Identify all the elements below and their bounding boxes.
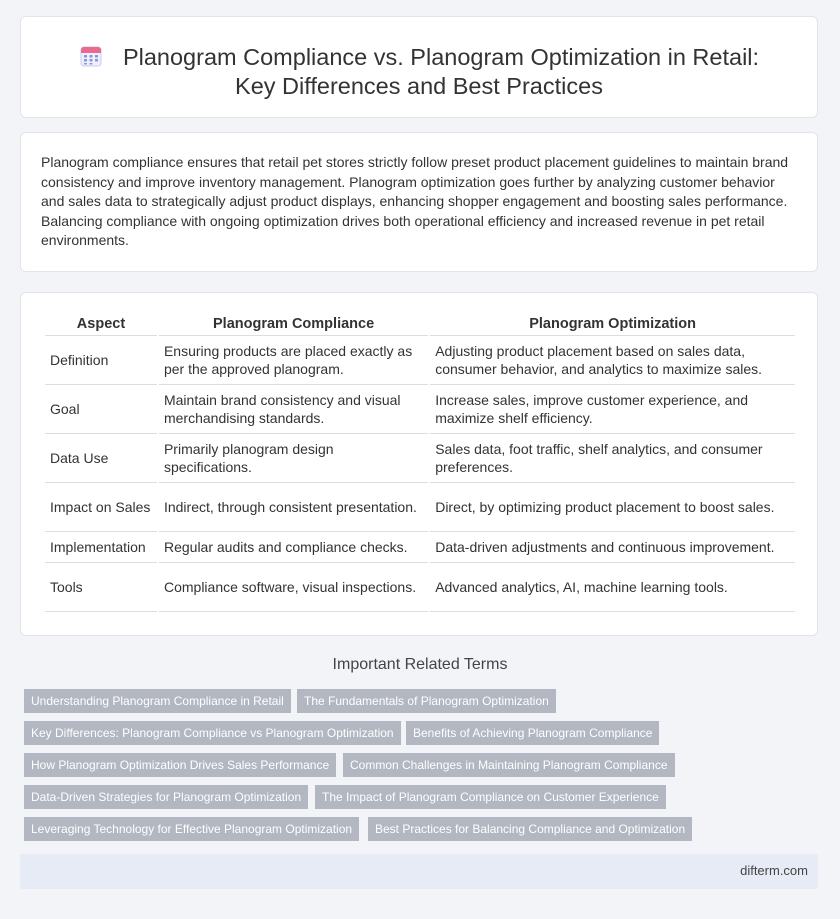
related-tag[interactable]: Leveraging Technology for Effective Planogram Optimization — [24, 817, 359, 841]
cell-compliance: Indirect, through consistent presentation. — [159, 483, 428, 532]
table-row — [45, 336, 795, 385]
cell-optimization: Data-driven adjustments and continuous improvement. — [430, 532, 795, 563]
related-tag[interactable]: How Planogram Optimization Drives Sales Performance — [24, 753, 336, 777]
cell-compliance: Compliance software, visual inspections. — [159, 563, 428, 612]
cell-optimization: Advanced analytics, AI, machine learning tools. — [430, 563, 795, 612]
header-card — [20, 16, 818, 118]
cell-aspect: Impact on Sales — [45, 483, 157, 532]
cell-compliance: Ensuring products are placed exactly as per the approved planogram. — [159, 336, 428, 385]
related-tag[interactable]: Understanding Planogram Compliance in Retail — [24, 689, 291, 713]
calendar-icon — [79, 44, 103, 68]
related-tag[interactable]: Key Differences: Planogram Compliance vs Planogram Optimization — [24, 721, 401, 745]
table-row — [45, 483, 795, 532]
intro-card — [20, 132, 818, 272]
footer-bar — [20, 854, 818, 889]
related-tag[interactable]: Data-Driven Strategies for Planogram Optimization — [24, 785, 308, 809]
header-optimization: Planogram Optimization — [430, 313, 795, 336]
cell-optimization: Sales data, foot traffic, shelf analytics, and consumer preferences. — [430, 434, 795, 483]
related-tag[interactable]: Common Challenges in Maintaining Planogram Compliance — [343, 753, 675, 777]
cell-compliance: Maintain brand consistency and visual merchandising standards. — [159, 385, 428, 434]
cell-aspect: Data Use — [45, 434, 157, 483]
table-header-row — [45, 313, 795, 336]
footer-site-link[interactable]: difterm.com — [740, 863, 808, 878]
cell-optimization: Direct, by optimizing product placement to boost sales. — [430, 483, 795, 532]
title-wrap — [21, 43, 817, 101]
cell-aspect: Definition — [45, 336, 157, 385]
related-tag[interactable]: Best Practices for Balancing Compliance and Optimization — [368, 817, 692, 841]
table-row — [45, 532, 795, 563]
cell-aspect: Tools — [45, 563, 157, 612]
related-terms-heading: Important Related Terms — [332, 656, 508, 673]
cell-compliance: Regular audits and compliance checks. — [159, 532, 428, 563]
cell-optimization: Adjusting product placement based on sales data, consumer behavior, and analytics to maximize sales. — [430, 336, 795, 385]
comparison-table — [43, 313, 797, 612]
header-compliance: Planogram Compliance — [159, 313, 428, 336]
related-tag[interactable]: The Fundamentals of Planogram Optimization — [297, 689, 556, 713]
related-tag[interactable]: Benefits of Achieving Planogram Compliance — [406, 721, 659, 745]
table-row — [45, 385, 795, 434]
comparison-card — [20, 292, 818, 636]
intro-paragraph: Planogram compliance ensures that retail pet stores strictly follow preset product placement guidelines to maintain brand consistency and improve inventory management. Planogram optimization goes further by analyzing customer behavior and sales data to strategically adjust product displays, enhancing shopper engagement and boosting sales performance. Balancing compliance with ongoing optimization drives both operational efficiency and increased revenue in pet retail environments. — [41, 154, 789, 249]
page-title-text: Planogram Compliance vs. Planogram Optimization in Retail: Key Differences and Best Practices — [122, 44, 760, 99]
cell-optimization: Increase sales, improve customer experience, and maximize shelf efficiency. — [430, 385, 795, 434]
table-row — [45, 434, 795, 483]
page-title — [21, 43, 817, 101]
cell-aspect: Goal — [45, 385, 157, 434]
table-row — [45, 563, 795, 612]
related-tag[interactable]: The Impact of Planogram Compliance on Customer Experience — [315, 785, 666, 809]
cell-aspect: Implementation — [45, 532, 157, 563]
header-aspect: Aspect — [45, 313, 157, 336]
cell-compliance: Primarily planogram design specifications. — [159, 434, 428, 483]
